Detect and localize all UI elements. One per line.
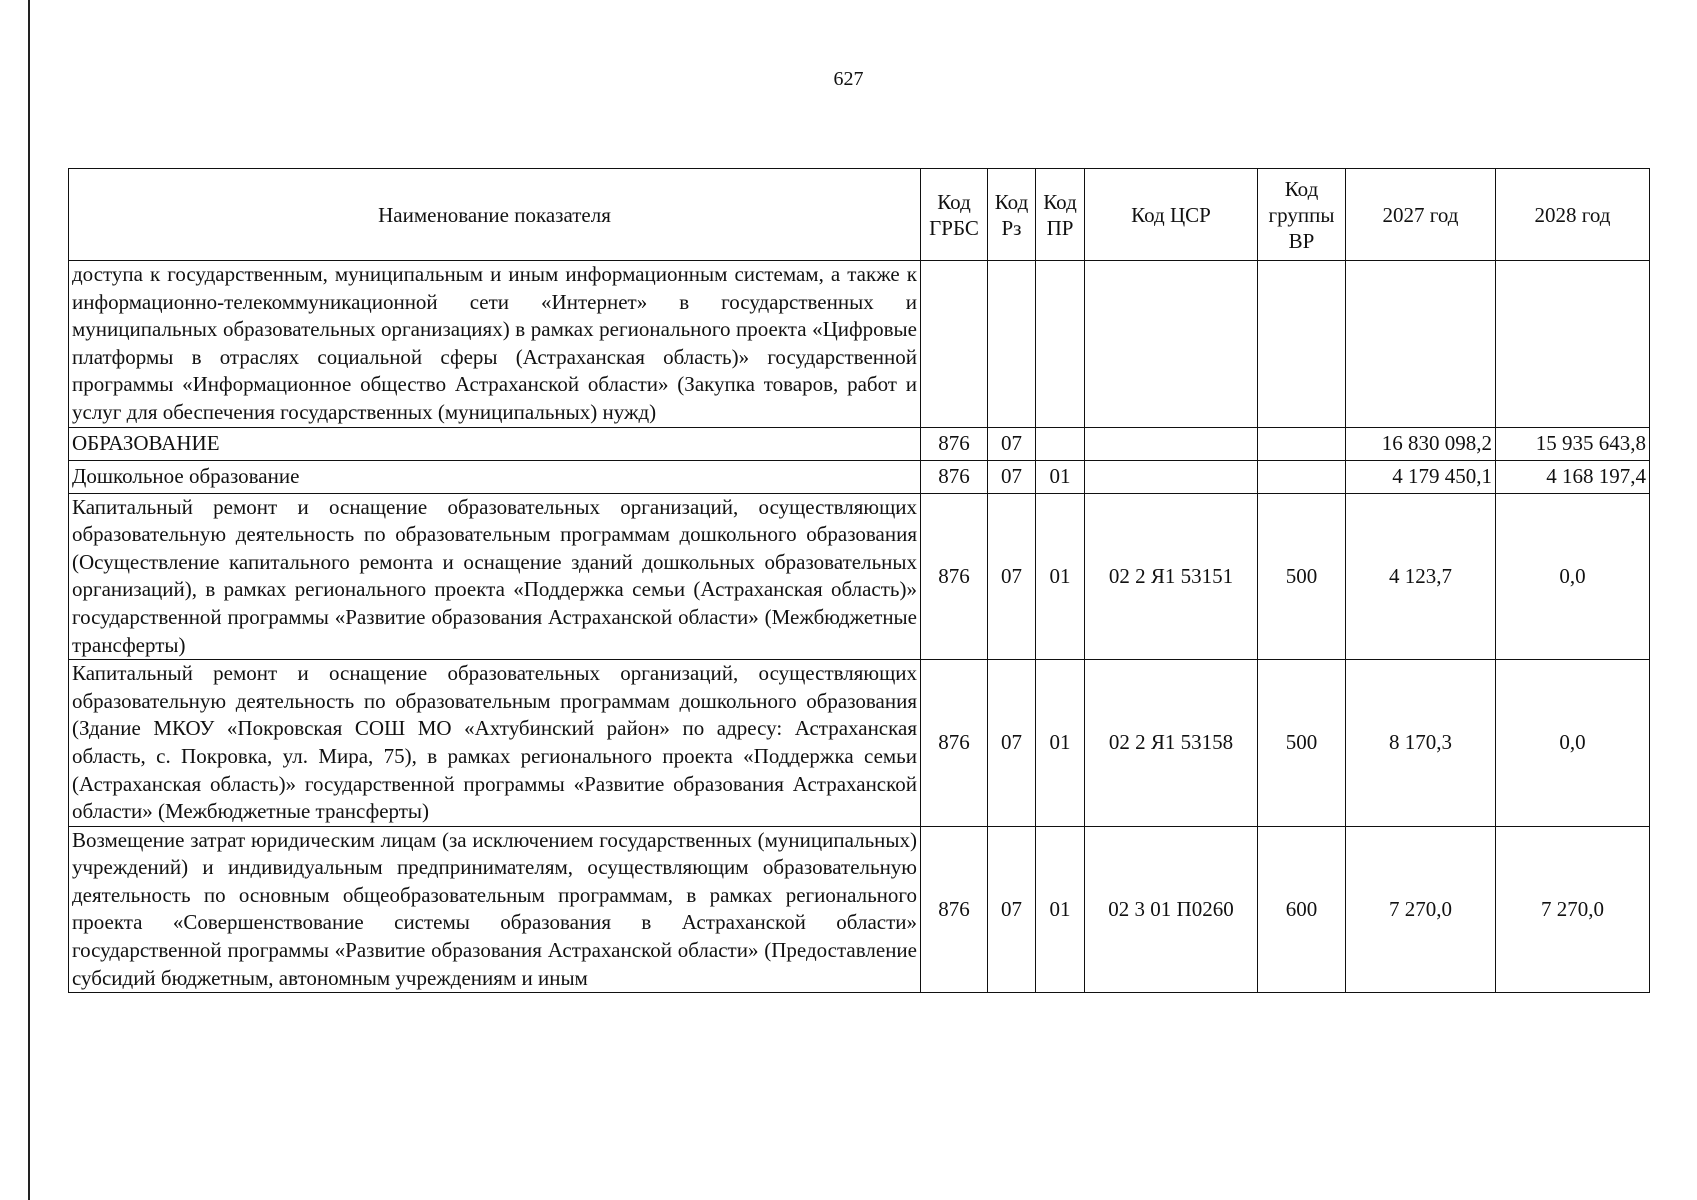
header-grbs: Код ГРБС: [921, 169, 988, 261]
row-vr: [1258, 427, 1346, 460]
row-rz: 07: [988, 660, 1036, 827]
row-2028: 0,0: [1496, 660, 1650, 827]
header-pr: Код ПР: [1036, 169, 1085, 261]
row-csr: [1085, 427, 1258, 460]
row-csr: [1085, 261, 1258, 428]
row-csr: [1085, 460, 1258, 493]
row-2027: [1346, 261, 1496, 428]
table-row: [69, 261, 1650, 428]
row-vr: 500: [1258, 493, 1346, 660]
page-number: 627: [833, 68, 864, 90]
row-rz: [988, 261, 1036, 428]
row-2028: 4 168 197,4: [1496, 460, 1650, 493]
row-vr: [1258, 261, 1346, 428]
row-csr: 02 3 01 П0260: [1085, 826, 1258, 993]
header-name: Наименование показателя: [69, 169, 921, 261]
row-name: Капитальный ремонт и оснащение образовательных организаций, осуществляющих образовательную деятельность по образовательным программам дошкольного образования (Осуществление капитального ремонта и оснащение зданий дошкольных образовательных организаций), в рамках регионального проекта «Поддержка семьи (Астраханская область)» государственной программы «Развитие образования Астраханской области» (Межбюджетные трансферты): [69, 493, 921, 660]
row-grbs: [921, 261, 988, 428]
row-csr: 02 2 Я1 53151: [1085, 493, 1258, 660]
row-name: доступа к государственным, муниципальным и иным информационным системам, а также к информационно-телекоммуникационной сети «Интернет» в государственных и муниципальных образовательных организациях) в рамках регионального проекта «Цифровые платформы в отраслях социальной сферы (Астраханская область)» государственной программы «Информационное общество Астраханской области» (Закупка товаров, работ и услуг для обеспечения государственных (муниципальных) нужд): [69, 261, 921, 428]
row-2027: 7 270,0: [1346, 826, 1496, 993]
table-row: [69, 660, 1650, 827]
header-vr: Код группы ВР: [1258, 169, 1346, 261]
row-grbs: 876: [921, 427, 988, 460]
budget-table: [68, 168, 1650, 993]
header-2027: 2027 год: [1346, 169, 1496, 261]
row-name: Дошкольное образование: [69, 460, 921, 493]
row-grbs: 876: [921, 826, 988, 993]
row-2027: 4 123,7: [1346, 493, 1496, 660]
row-vr: 600: [1258, 826, 1346, 993]
table-row: [69, 826, 1650, 993]
row-name: ОБРАЗОВАНИЕ: [69, 427, 921, 460]
row-rz: 07: [988, 460, 1036, 493]
row-name: Возмещение затрат юридическим лицам (за исключением государственных (муниципальных) учреждений) и индивидуальным предпринимателям, осуществляющим образовательную деятельность по основным общеобразовательным программам, в рамках регионального проекта «Совершенствование системы образования в Астраханской области» государственной программы «Развитие образования Астраханской области» (Предоставление субсидий бюджетным, автономным учреждениям и иным: [69, 826, 921, 993]
row-2028: 15 935 643,8: [1496, 427, 1650, 460]
row-2027: 8 170,3: [1346, 660, 1496, 827]
row-vr: 500: [1258, 660, 1346, 827]
row-pr: 01: [1036, 493, 1085, 660]
row-2027: 16 830 098,2: [1346, 427, 1496, 460]
header-2028: 2028 год: [1496, 169, 1650, 261]
row-csr: 02 2 Я1 53158: [1085, 660, 1258, 827]
table-row: [69, 427, 1650, 460]
row-rz: 07: [988, 427, 1036, 460]
row-pr: [1036, 427, 1085, 460]
header-rz: Код Рз: [988, 169, 1036, 261]
table-row: [69, 460, 1650, 493]
row-vr: [1258, 460, 1346, 493]
row-grbs: 876: [921, 493, 988, 660]
row-2028: [1496, 261, 1650, 428]
row-2027: 4 179 450,1: [1346, 460, 1496, 493]
row-rz: 07: [988, 493, 1036, 660]
row-name: Капитальный ремонт и оснащение образовательных организаций, осуществляющих образовательную деятельность по образовательным программам дошкольного образования (Здание МКОУ «Покровская СОШ МО «Ахтубинский район» по адресу: Астраханская область, с. Покровка, ул. Мира, 75), в рамках регионального проекта «Поддержка семьи (Астраханская область)» государственной программы «Развитие образования Астраханской области» (Межбюджетные трансферты): [69, 660, 921, 827]
binding-line: [28, 0, 30, 1200]
header-row: [69, 169, 1650, 261]
row-pr: [1036, 261, 1085, 428]
table-row: [69, 493, 1650, 660]
row-pr: 01: [1036, 660, 1085, 827]
row-pr: 01: [1036, 460, 1085, 493]
row-2028: 0,0: [1496, 493, 1650, 660]
row-2028: 7 270,0: [1496, 826, 1650, 993]
row-rz: 07: [988, 826, 1036, 993]
row-pr: 01: [1036, 826, 1085, 993]
header-csr: Код ЦСР: [1085, 169, 1258, 261]
row-grbs: 876: [921, 660, 988, 827]
row-grbs: 876: [921, 460, 988, 493]
